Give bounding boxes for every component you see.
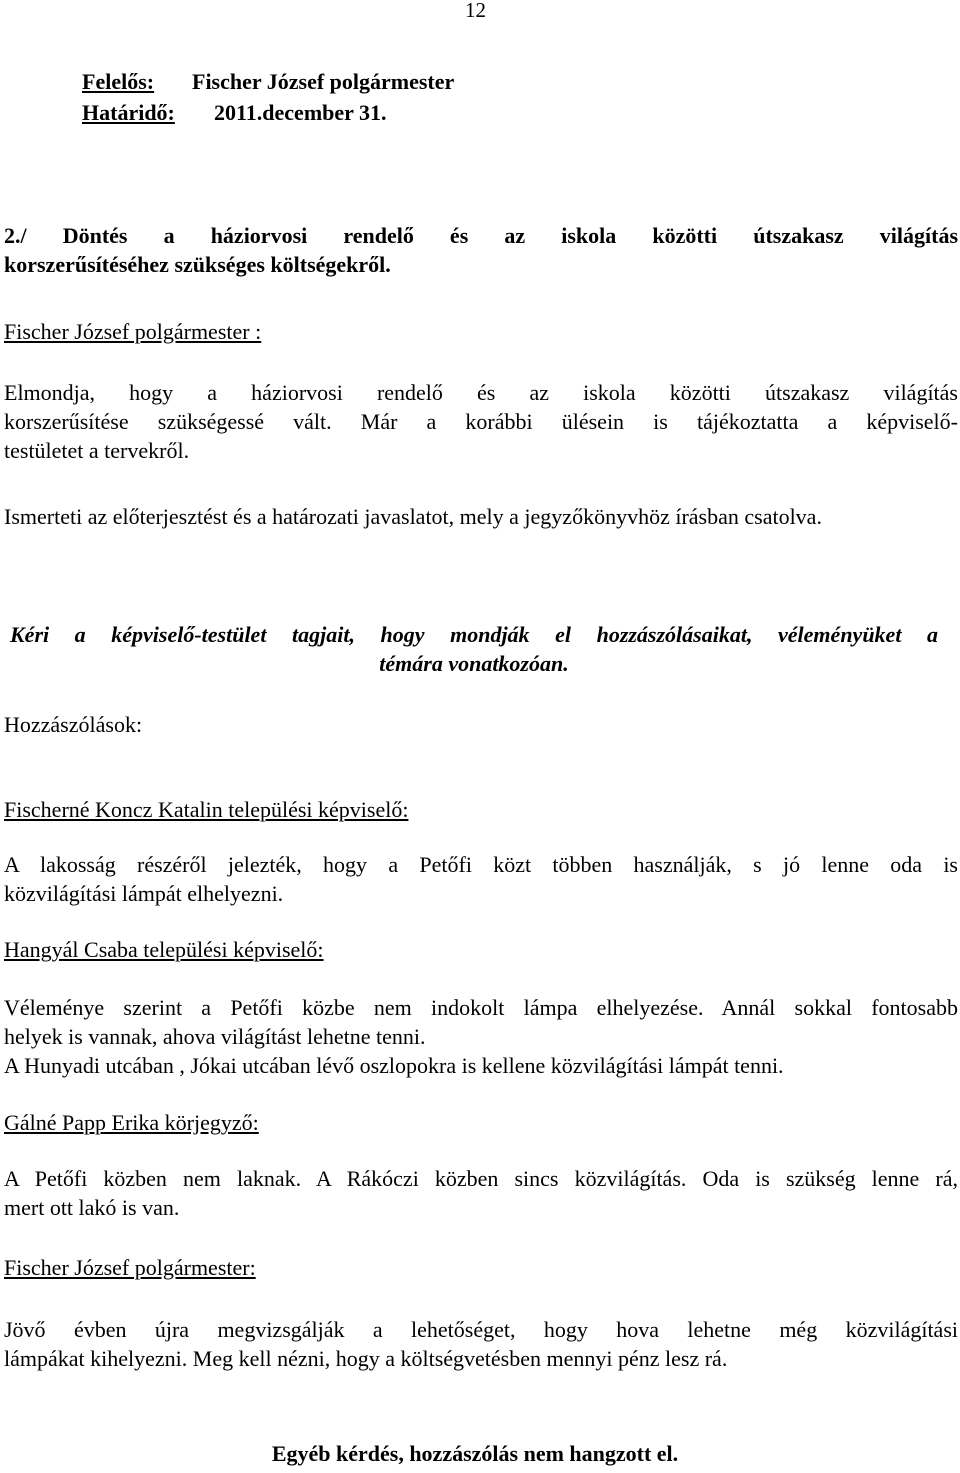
responsible-value: Fischer József polgármester bbox=[192, 69, 455, 94]
responsible-line bbox=[82, 67, 782, 96]
paragraph-line: helyek is vannak, ahova világítást lehetne tenni. bbox=[4, 1024, 426, 1049]
paragraph-line: lámpákat kihelyezni. Meg kell nézni, hogy a költségvetésben mennyi pénz lesz rá. bbox=[4, 1346, 728, 1371]
paragraph-line: A Hunyadi utcában , Jókai utcában lévő oszlopokra is kellene közvilágítási lámpát tenni. bbox=[4, 1053, 784, 1078]
paragraph-line: Elmondja, hogy a háziorvosi rendelő és az iskola közötti útszakasz világítás bbox=[4, 380, 958, 405]
closing-statement: Egyéb kérdés, hozzászólás nem hangzott el. bbox=[271, 1441, 679, 1466]
request-line: témára vonatkozóan. bbox=[379, 651, 569, 676]
agenda-item-line: 2./ Döntés a háziorvosi rendelő és az iskola közötti útszakasz világítás bbox=[4, 223, 958, 248]
speaker-2-text bbox=[4, 993, 958, 1080]
paragraph-line: közvilágítási lámpát elhelyezni. bbox=[4, 881, 284, 906]
speaker-4-name: Fischer József polgármester: bbox=[4, 1255, 256, 1280]
speaker-1-text bbox=[4, 850, 958, 908]
request-line: Kéri a képviselő-testület tagjait, hogy mondják el hozzászólásaikat, véleményüket a bbox=[10, 622, 938, 647]
paragraph-line: Véleménye szerint a Petőfi közbe nem indokolt lámpa elhelyezése. Annál sokkal fontosabb bbox=[4, 995, 958, 1020]
agenda-item-line: korszerűsítéséhez szükséges költségekről. bbox=[4, 252, 391, 277]
deadline-line bbox=[82, 98, 782, 127]
paragraph-line: testületet a tervekről. bbox=[4, 438, 190, 463]
deadline-label: Határidő: bbox=[82, 100, 175, 125]
deadline-value: 2011.december 31. bbox=[214, 100, 387, 125]
speaker-3-text bbox=[4, 1164, 958, 1222]
comments-heading: Hozzászólások: bbox=[4, 712, 143, 737]
request-to-council bbox=[10, 620, 938, 678]
page-number: 12 bbox=[465, 0, 486, 22]
mayor-heading: Fischer József polgármester : bbox=[4, 319, 262, 344]
mayor-statement bbox=[4, 378, 958, 465]
responsible-label: Felelős: bbox=[82, 69, 155, 94]
paragraph-line: Jövő évben újra megvizsgálják a lehetőséget, hogy hova lehetne még közvilágítási bbox=[4, 1317, 958, 1342]
speaker-4-text bbox=[4, 1315, 958, 1373]
paragraph-line: A lakosság részéről jelezték, hogy a Petőfi közt többen használják, s jó lenne oda is bbox=[4, 852, 958, 877]
paragraph-line: mert ott lakó is van. bbox=[4, 1195, 180, 1220]
agenda-item-title bbox=[4, 221, 958, 279]
mayor-presentation: Ismerteti az előterjesztést és a határozati javaslatot, mely a jegyzőkönyvhöz írásban csatolva. bbox=[4, 504, 822, 529]
speaker-3-name: Gálné Papp Erika körjegyző: bbox=[4, 1110, 259, 1135]
speaker-2-name: Hangyál Csaba települési képviselő: bbox=[4, 937, 324, 962]
paragraph-line: A Petőfi közben nem laknak. A Rákóczi közben sincs közvilágítás. Oda is szükség lenne rá, bbox=[4, 1166, 958, 1191]
paragraph-line: korszerűsítése szükségessé vált. Már a korábbi ülésein is tájékoztatta a képviselő- bbox=[4, 409, 958, 434]
speaker-1-name: Fischerné Koncz Katalin települési képviselő: bbox=[4, 797, 409, 822]
